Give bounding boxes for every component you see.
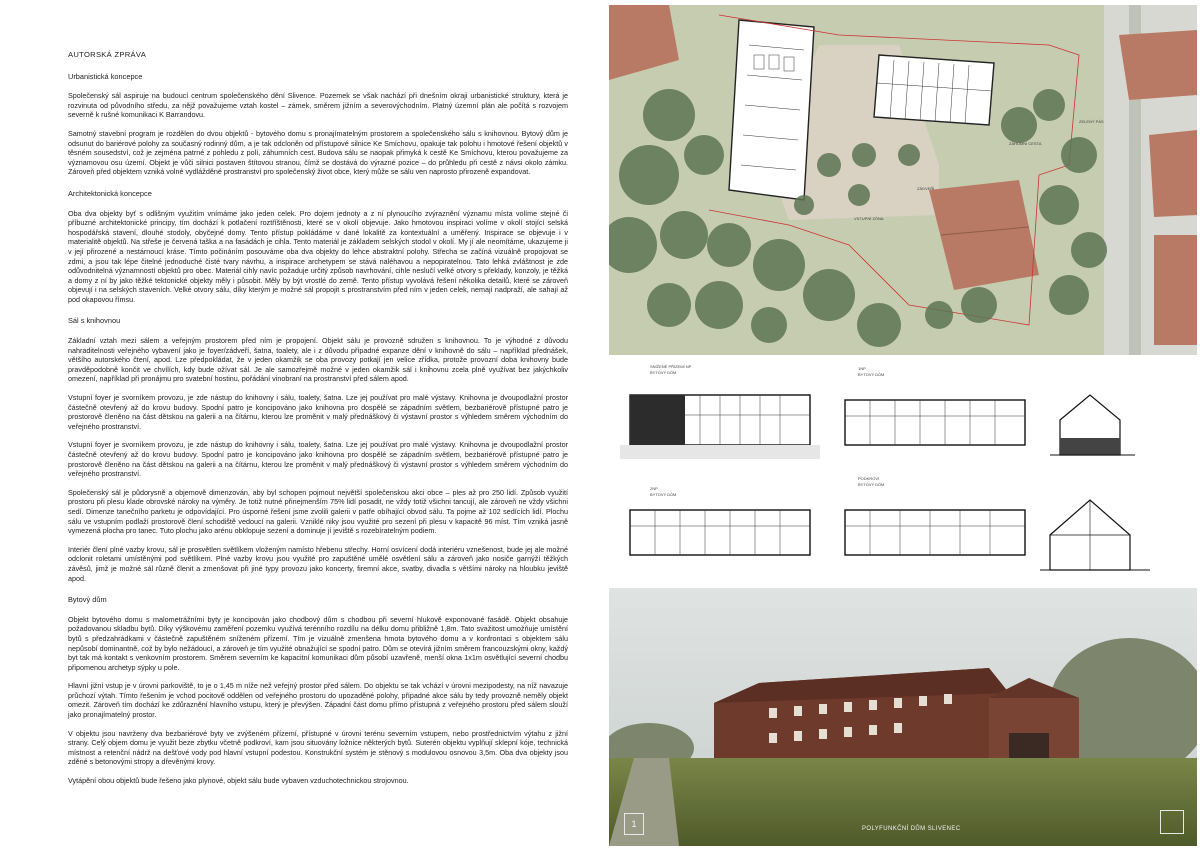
paragraph: Interiér člení plné vazby krovu, sál je prosvětlen světlíkem vloženým namísto hřebenu střechy. Horní osvícení dodá interiéru vznešenost, bude jej ale možné odclonit roletami umístěnými pod světlíkem. Plné vazby krovu jsou využité pro zapuštěné umělé osvětlení sálu a zároveň jako nosiče garnýží těžkých závěsů, jimž je možné sál různě členit a zmenšovat při jiné typy provozu jako koncerty, firemní akce, svatby, divadla s většími nároky na hloubku jeviště apod. <box>68 544 568 583</box>
floor-plans <box>620 360 1190 585</box>
report-text <box>68 50 568 795</box>
section-heading-urban: Urbanistická koncepce <box>68 71 143 81</box>
site-label: ZÁDVEŘÍ <box>917 186 935 191</box>
plan-title: 1NP <box>858 366 866 371</box>
render-drawing <box>609 588 1197 846</box>
section-heading-architecture: Architektonická koncepce <box>68 188 152 198</box>
section-heading-hall: Sál s knihovnou <box>68 316 121 326</box>
plan-subtitle: BYTOVÝ DŮM <box>650 370 677 375</box>
paragraph: Společenský sál je půdorysně a objemově dimenzován, aby byl schopen pojmout největší společenskou akci obce – ples až pro 250 lidí. Způsob využití prostoru při plesu klade obrovské nároky na výměry. Je totiž nutné přinejmenším 75% lidí posadit, ne vždy totiž všichni tancují, ale zároveň ne vždy všichni sedí. Dimenze tanečního parketu je odpovídající. Pro úsporné řešení jsme zvolili galerii v patře obíhající obvod sálu. Ta pojme až 102 sedících lidí. Plochu sálu ve vstupním podlaží prostorově člení schodiště vedoucí na galerii. Vzniklé niky jsou využité pro sezení při plesu v kapacitě 96 míst. Tím vzniká jasně vymezená plocha pro tanec. Tuto plochu jako arénu obklopuje sezení a dominuje jí jeviště s rozebíratelným podiem. <box>68 487 568 536</box>
paragraph: Objekt bytového domu s malometrážními byty je koncipován jako chodbový dům s chodbou při severní hlukově exponované fasádě. Objekt obsahuje požadovanou skladbu bytů. Díky výškovému zaměření pozemku využívá terénního rozdílu na délku domu přibližně 1,8m. Tato svažitost umožňuje umístění bytů s předzahrádkami v částečně zapuštěném sníženém přízemí. Tím je vizuálně zmenšena hmota bytového domu a v konfrontaci s objektem sálu nepůsobí dominantně, což by bylo nežádoucí, a zároveň je tím využité obnažující se spodní patro. Dům se otevírá jižním směrem francouzskými okny, každý byt tak má kontakt s venkovním prostorem. Směrem severním ke kapacitní komunikaci dům působí uzavřeně, menší okna 1x1m osvětlující severní chodbu připomenou archetyp sýpky u pole. <box>68 614 568 672</box>
corner-frame <box>1160 810 1184 834</box>
paragraph: Vytápění obou objektů bude řešeno jako plynové, objekt sálu bude vybaven vzduchotechnickou strojovnou. <box>68 776 409 786</box>
paragraph: Společenský sál aspiruje na budoucí centrum společenského dění Slivence. Pozemek se však nachází při dnešním okraji urbanistické struktury, která je rozvinuta od původního středu, za nějž považujeme vztah kostel – zámek, směrem jižním a severovýchodním. Platný územní plán ale počítá s rozvojem severně k rušné komunikaci K Barrandovu. <box>68 91 568 120</box>
report-title: AUTORSKÁ ZPRÁVA <box>68 50 147 59</box>
plan-title: PODKROVÍ <box>858 476 880 481</box>
paragraph: Oba dva objekty byť s odlišným využitím vnímáme jako jeden celek. Pro dojem jednoty a z ní plynoucího zvýraznění významu místa volíme stejné či příbuzné architektonické principy, tím dochází k potlačení roztříštěnosti, které se v okolí objevuje. Jako hmotovou inspiraci volíme v okolí stojící selská hospodářská stavení, dlouhé stodoly, obyčejné domy. Tento přístup pokládáme v dané lokalitě za kontextuální a uměřený. Inspirace se objevuje i v materialitě objektů. Na střeše je červená taška a na fasádách je cihla. Tento materiál je základem selských stodol v okolí. My jí ale neomítáme, ukazujeme ji v její přirozené a nestárnoucí kráse. Tímto počináním posouváme oba dva objekty do lehce abstraktní polohy. Střecha se začíná vizuálně propojovat se zdmi, a jsou tak lépe čitelné jednoduché čisté tvary návrhu, a inspirace archetypem se stává naléhavou a nepopiratelnou. Tato lehká zvláštnost je zde odůvodnitelná významností objektů pro obec. Materiál cihly navíc požaduje určitý způsob navrhování, cihle neslučí velké otvory s překlady, konzoly, je těžká a domy z ní by jako těžké tektonické objekty měly i působit. Měly by být vrostlé do země. Tento přístup vyvolává řešení několika detailů, které se zároveň objevují i na selských staveních. Velké otvory sálu, díky kterým je možné sál propojit s prostranstvím před ním v jeden celek, nemají nadpraží, ale sahají až pod okapovou římsu. <box>68 208 568 304</box>
paragraph: Vstupní foyer je svorníkem provozu, je zde nástup do knihovny i sálu, toalety, šatna. Lze jej používat pro malé výstavy. Knihovna je dvoupodlažní prostor částečně otevřený až do krovu budovy. Spodní patro je koncipováno jako knihovna pro dospělé se západním světlem, bezbariérově přístupné patro je prostorově členěno na část dětskou na galerii a na čítárnu, kterou lze proměnit v malý přednáškový či výstavní prostor s výhledem směrem východním do veřejného prostranství. <box>68 393 568 431</box>
plan-subtitle: BYTOVÝ DŮM <box>858 482 885 487</box>
site-label: ZÁHUMNÍ CESTA <box>1009 141 1042 146</box>
site-label: ZELENÝ PÁS <box>1079 119 1104 124</box>
paragraph: Vstupní foyer je svorníkem provozu, je zde nástup do knihovny i sálu, toalety, šatna. Lze jej používat pro malé výstavy. Knihovna je dvoupodlažní prostor částečně otevřený až do krovu budovy. Spodní patro je koncipováno jako knihovna pro dospělé se západním světlem, bezbariérově přístupné patro je prostorově členěno na část dětskou na galerii a na čítárnu, kterou lze proměnit v malý přednáškový či výstavní prostor s výhledem směrem východním do veřejného prostranství. <box>68 440 568 479</box>
site-plan-drawing <box>609 5 1197 355</box>
plan-subtitle: BYTOVÝ DŮM <box>650 492 677 497</box>
floor-plans-drawing <box>620 360 1190 585</box>
plan-subtitle: BYTOVÝ DŮM <box>858 372 885 377</box>
paragraph: Samotný stavební program je rozdělen do dvou objektů - bytového domu s pronajímatelným prostorem a společenského sálu s knihovnou. Bytový dům je odsunut do bariérové polohy za současný rodinný dům, a je tak odcloněn od přístupové silnice Ke Smíchovu, opakuje tak polohu i hmotové řešení objektů v těsném sousedství, což je zejména patrné z pohledu z polí, záhumních cest. Budova sálu se naopak přimyká k cestě Ke Smíchovu, kterou považujeme za významovou osu území. Objekt je vůči silnici postaven štítovou stranou, čímž se dostává do výrazné pozice – do průhledu při cestě z návsi okolo zámku. Zároveň před objektem vzniká volné vydlážděné prostranství pro společenský život obce, který může se sálu ven naprosto přirozeně expandovat. <box>68 128 568 177</box>
section-heading-residential: Bytový dům <box>68 595 107 605</box>
paragraph: Hlavní jižní vstup je v úrovni parkoviště, to je o 1,45 m níže než veřejný prostor před sálem. Do objektu se tak vchází v úrovni mezipodesty, na níž navazuje průchozí výtah. Tímto řešením je vchod pocitově oddělen od veřejného prostoru do upozaděné polohy, případné akce sálu by tedy provozně neměly objekt omezit. Zároveň tím dochází ke zdůraznění hlavního vstupu, který je převýšen. Západní část domu přímo přístupná z veřejného prostoru před sálem slouží jako pronajímatelný prostor. <box>68 681 568 720</box>
render-image <box>609 588 1197 846</box>
site-label: VSTUPNÍ ZÓNA <box>854 216 884 221</box>
paragraph: Základní vztah mezi sálem a veřejným prostorem před ním je propojení. Objekt sálu je provozně sdružen s knihovnou. To je výhodné z důvodu nahraditelnosti veřejného vybavení jako je foyer/zádveří, šatna, toalety, ale i z důvodu případné expanze dění v knihovně do sálu – například přednášek, většího autorského čtení, apod. Lze předpokládat, že v jeden okamžik se oba provozy potkají jen velice zřídka, protože provozní doba knihovny bude pravděpodobně končit ve chvílích, kdy bude ožívat sál. Je ale samozřejmě možné v jeden okamžik sál i knihovnu zcela plně využívat bez jakýchkoliv omezení, například při pronájmu pro svatební hostinu, pořádání vinobraní na prostranství před sálem apod. <box>68 336 568 384</box>
plan-title: 2NP <box>650 486 658 491</box>
site-plan <box>609 5 1197 355</box>
paragraph: V objektu jsou navrženy dva bezbariérové byty ve zvýšeném přízemí, přístupné v úrovni terénu severním vstupem, nebo prostřednictvím výtahu z jižní strany. Celý objem domu je využit beze zbytku včetně podkroví, kam jsou situovány ložnice některých bytů. Suterén objektu vyplňují sklepní kóje, technická místnost a retenční nádrž na dešťové vody pod hlavní vstupní podestou. Konstrukční systém je stěnový s modulovou osnovou 3,5m. Oba dva objekty jsou zděné s betonovými stropy a dřevěnými krovy. <box>68 728 568 767</box>
page-number: 1 <box>624 813 644 835</box>
plan-title: SNÍŽENÉ PŘÍZEMÍ NP <box>650 364 692 369</box>
render-caption: POLYFUNKČNÍ DŮM SLIVENEC <box>862 826 961 832</box>
